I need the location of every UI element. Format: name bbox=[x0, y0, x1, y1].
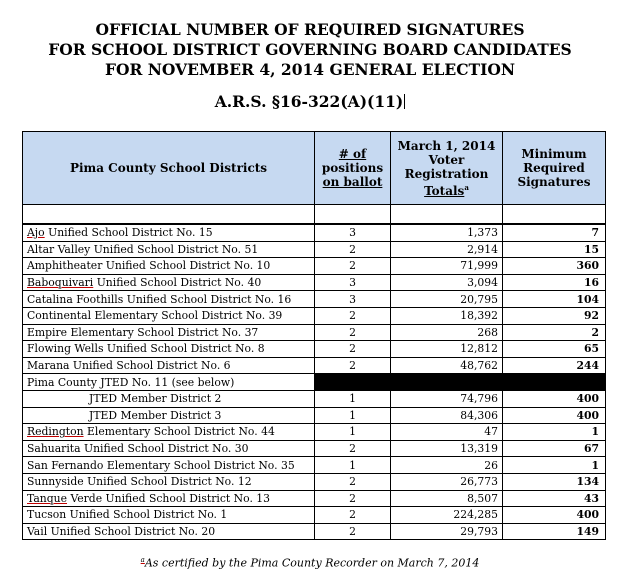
signatures-table bbox=[22, 131, 606, 540]
registration-cell: 26,773 bbox=[391, 473, 503, 490]
minimum-signatures-cell: 104 bbox=[503, 291, 606, 308]
district-name: Amphitheater Unified School District No. 10 bbox=[23, 258, 315, 275]
registration-cell: 268 bbox=[391, 324, 503, 341]
district-name bbox=[23, 424, 315, 441]
table-row bbox=[23, 258, 606, 275]
registration-cell: 84,306 bbox=[391, 407, 503, 424]
positions-cell: 1 bbox=[315, 424, 391, 441]
registration-cell: 13,319 bbox=[391, 440, 503, 457]
registration-cell: 74,796 bbox=[391, 390, 503, 407]
table-row bbox=[23, 291, 606, 308]
district-name-flagged: Ajo bbox=[27, 226, 45, 240]
registration-cell: 26 bbox=[391, 457, 503, 474]
table-row bbox=[23, 390, 606, 407]
header-positions-line-2: positions bbox=[321, 161, 384, 175]
positions-cell: 1 bbox=[315, 390, 391, 407]
table-row bbox=[23, 523, 606, 540]
minimum-signatures-cell: 244 bbox=[503, 357, 606, 374]
statute-text: A.R.S. §16-322(A)(11) bbox=[214, 92, 404, 111]
header-minimum-line-1: Minimum bbox=[521, 147, 587, 161]
header-positions-line-3: on ballot bbox=[322, 175, 383, 189]
positions-cell: 3 bbox=[315, 224, 391, 241]
header-minimum-line-2: Required bbox=[523, 161, 585, 175]
header-registration-line-1: March 1, 2014 bbox=[397, 138, 496, 153]
minimum-signatures-cell: 400 bbox=[503, 507, 606, 524]
header-registration-superscript: a bbox=[464, 182, 469, 192]
header-district: Pima County School Districts bbox=[23, 132, 315, 205]
minimum-signatures-cell: 15 bbox=[503, 241, 606, 258]
positions-cell: 3 bbox=[315, 274, 391, 291]
district-name: Tucson Unified School District No. 1 bbox=[23, 507, 315, 524]
district-name: Marana Unified School District No. 6 bbox=[23, 357, 315, 374]
registration-cell: 8,507 bbox=[391, 490, 503, 507]
district-name-rest: Unified School District No. 40 bbox=[93, 276, 262, 290]
district-name bbox=[23, 274, 315, 291]
district-name-rest: Elementary School District No. 44 bbox=[83, 425, 275, 439]
district-name: Continental Elementary School District No. 39 bbox=[23, 307, 315, 324]
district-name-flagged: Baboquivari bbox=[27, 276, 94, 290]
district-name: San Fernando Elementary School District No. 35 bbox=[23, 457, 315, 474]
minimum-signatures-cell: 7 bbox=[503, 224, 606, 241]
registration-cell: 18,392 bbox=[391, 307, 503, 324]
registration-cell: 224,285 bbox=[391, 507, 503, 524]
registration-cell: 48,762 bbox=[391, 357, 503, 374]
district-name: Catalina Foothills Unified School District No. 16 bbox=[23, 291, 315, 308]
minimum-signatures-cell: 67 bbox=[503, 440, 606, 457]
district-name: Altar Valley Unified School District No. 51 bbox=[23, 241, 315, 258]
title-line-3: FOR NOVEMBER 4, 2014 GENERAL ELECTION bbox=[104, 60, 516, 79]
header-positions bbox=[315, 132, 391, 205]
minimum-signatures-cell: 2 bbox=[503, 324, 606, 341]
district-name-flagged: Tanque bbox=[27, 491, 68, 505]
table-row bbox=[23, 274, 606, 291]
table-row bbox=[23, 324, 606, 341]
minimum-signatures-cell: 92 bbox=[503, 307, 606, 324]
minimum-signatures-cell: 134 bbox=[503, 473, 606, 490]
minimum-signatures-cell: 16 bbox=[503, 274, 606, 291]
registration-cell: 12,812 bbox=[391, 341, 503, 358]
district-name: JTED Member District 3 bbox=[23, 407, 315, 424]
minimum-signatures-cell: 360 bbox=[503, 258, 606, 275]
header-registration bbox=[391, 132, 503, 205]
minimum-signatures-cell: 43 bbox=[503, 490, 606, 507]
minimum-signatures-cell: 1 bbox=[503, 457, 606, 474]
positions-cell: 3 bbox=[315, 291, 391, 308]
district-name: Vail Unified School District No. 20 bbox=[23, 523, 315, 540]
district-name: Empire Elementary School District No. 37 bbox=[23, 324, 315, 341]
table-row bbox=[23, 341, 606, 358]
footnote bbox=[0, 556, 620, 570]
positions-cell: 2 bbox=[315, 523, 391, 540]
table-row bbox=[23, 507, 606, 524]
table-row bbox=[23, 224, 606, 241]
footnote-marker: a bbox=[140, 556, 145, 564]
district-name-rest: Verde Unified School District No. 13 bbox=[67, 491, 271, 505]
minimum-signatures-cell: 149 bbox=[503, 523, 606, 540]
table-row bbox=[23, 457, 606, 474]
minimum-signatures-cell: 400 bbox=[503, 407, 606, 424]
statute-reference bbox=[0, 92, 620, 111]
registration-cell: 2,914 bbox=[391, 241, 503, 258]
positions-cell: 2 bbox=[315, 241, 391, 258]
table-row bbox=[23, 357, 606, 374]
positions-cell: 2 bbox=[315, 307, 391, 324]
district-name: Sunnyside Unified School District No. 12 bbox=[23, 473, 315, 490]
registration-cell: 71,999 bbox=[391, 258, 503, 275]
header-registration-line-4: Totals bbox=[424, 183, 465, 198]
positions-cell: 1 bbox=[315, 407, 391, 424]
minimum-signatures-cell: 400 bbox=[503, 390, 606, 407]
table-row bbox=[23, 241, 606, 258]
table-row bbox=[23, 374, 606, 391]
district-name: JTED Member District 2 bbox=[23, 390, 315, 407]
positions-cell: 2 bbox=[315, 341, 391, 358]
district-name: Sahuarita Unified School District No. 30 bbox=[23, 440, 315, 457]
positions-cell: 2 bbox=[315, 490, 391, 507]
table-row bbox=[23, 490, 606, 507]
positions-cell: 2 bbox=[315, 473, 391, 490]
spacer-row bbox=[23, 205, 606, 225]
district-name bbox=[23, 490, 315, 507]
district-name: Pima County JTED No. 11 (see below) bbox=[23, 374, 315, 391]
text-cursor bbox=[404, 94, 405, 109]
header-positions-line-1: # of bbox=[338, 147, 367, 161]
table-row bbox=[23, 473, 606, 490]
minimum-signatures-cell: 1 bbox=[503, 424, 606, 441]
positions-cell: 2 bbox=[315, 507, 391, 524]
district-name-rest: Unified School District No. 15 bbox=[44, 226, 213, 240]
positions-cell: 1 bbox=[315, 457, 391, 474]
document-title bbox=[0, 20, 620, 80]
header-registration-line-3: Registration bbox=[404, 166, 489, 181]
district-name bbox=[23, 224, 315, 241]
positions-cell: 2 bbox=[315, 357, 391, 374]
positions-cell: 2 bbox=[315, 440, 391, 457]
blacked-out-cell bbox=[315, 374, 606, 391]
registration-cell: 47 bbox=[391, 424, 503, 441]
district-name-flagged: Redington bbox=[27, 425, 84, 439]
table-row bbox=[23, 307, 606, 324]
title-line-2: FOR SCHOOL DISTRICT GOVERNING BOARD CANDIDATES bbox=[48, 40, 572, 59]
table-row bbox=[23, 407, 606, 424]
positions-cell: 2 bbox=[315, 324, 391, 341]
district-name: Flowing Wells Unified School District No. 8 bbox=[23, 341, 315, 358]
minimum-signatures-cell: 65 bbox=[503, 341, 606, 358]
header-registration-line-2: Voter bbox=[428, 152, 465, 167]
registration-cell: 1,373 bbox=[391, 224, 503, 241]
registration-cell: 3,094 bbox=[391, 274, 503, 291]
registration-cell: 20,795 bbox=[391, 291, 503, 308]
positions-cell: 2 bbox=[315, 258, 391, 275]
table-header-row bbox=[23, 132, 606, 205]
table-row bbox=[23, 440, 606, 457]
header-minimum-line-3: Signatures bbox=[517, 175, 591, 189]
header-minimum bbox=[503, 132, 606, 205]
footnote-text: As certified by the Pima County Recorder on March 7, 2014 bbox=[144, 556, 480, 570]
table-row bbox=[23, 424, 606, 441]
title-line-1: OFFICIAL NUMBER OF REQUIRED SIGNATURES bbox=[95, 20, 525, 39]
registration-cell: 29,793 bbox=[391, 523, 503, 540]
